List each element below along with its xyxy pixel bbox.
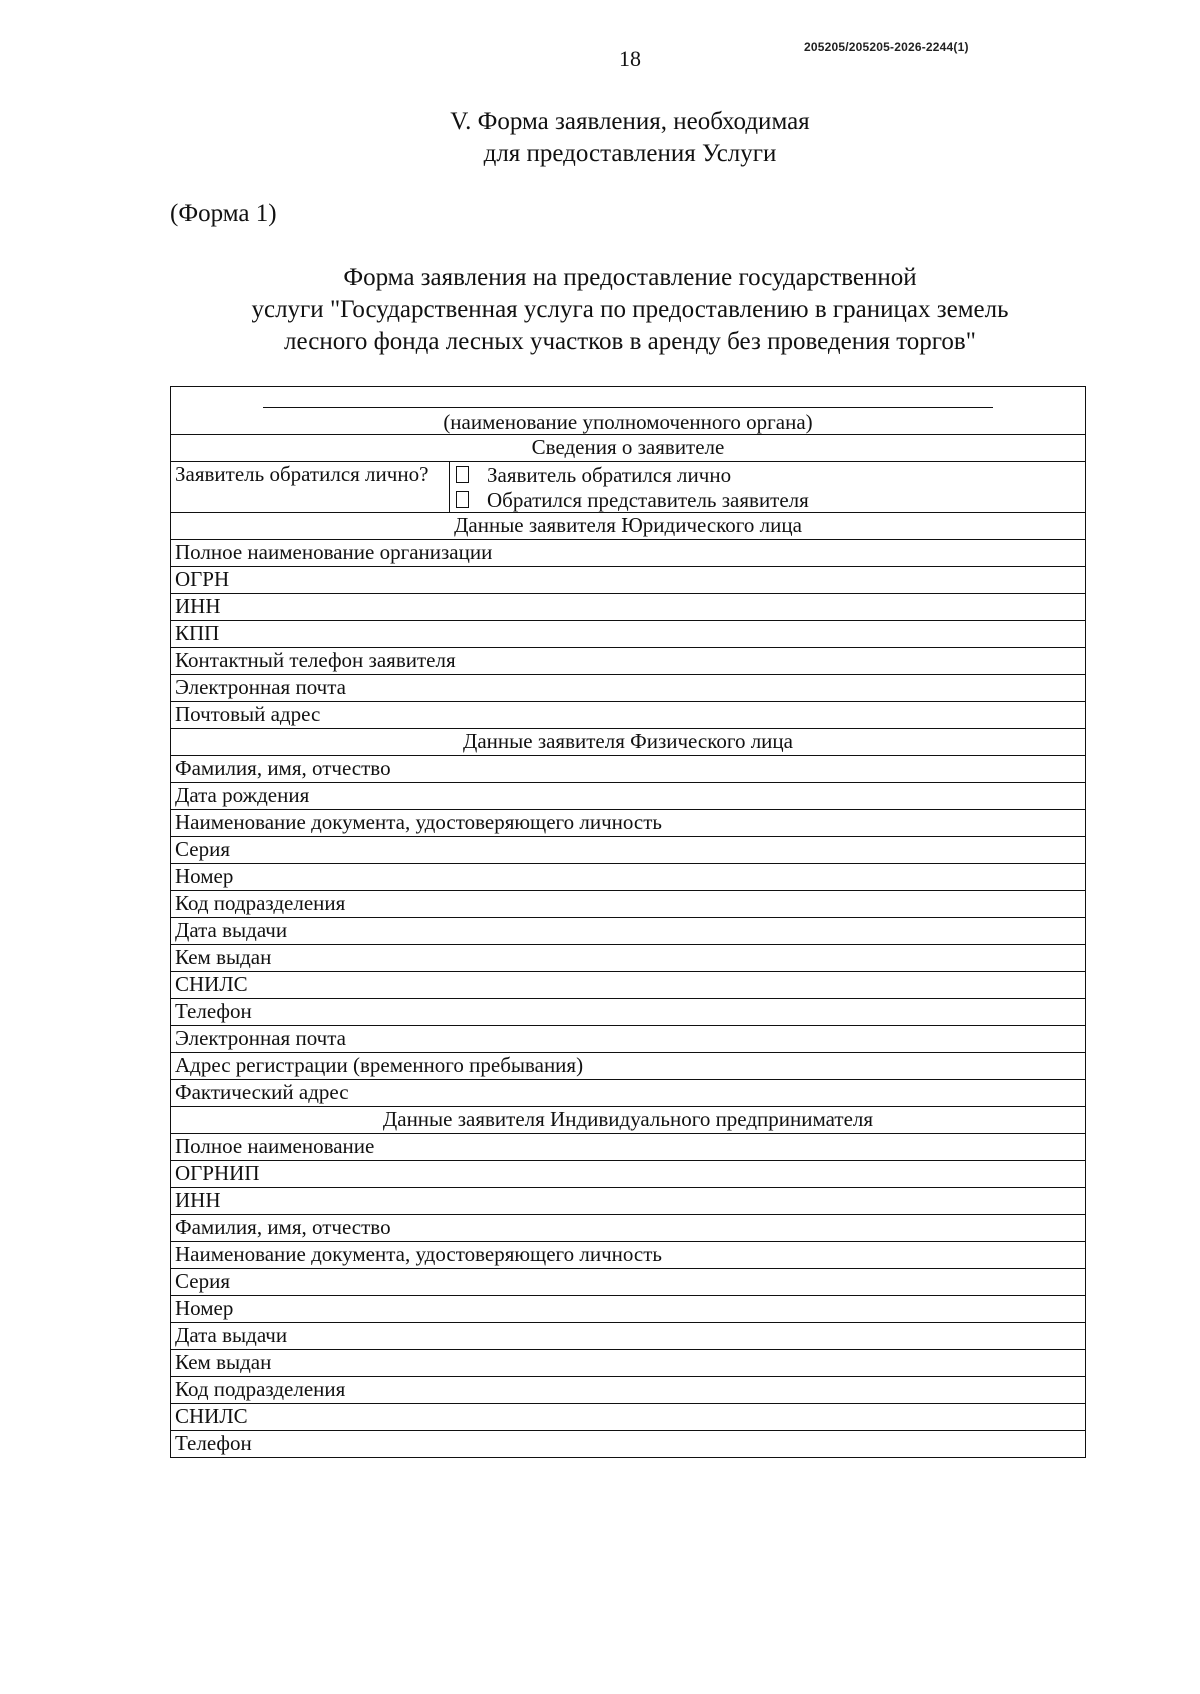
form-field-cell[interactable]: Дата выдачи [171,918,1086,945]
form-field-cell[interactable]: Контактный телефон заявителя [171,648,1086,675]
document-id: 205205/205205-2026-2244(1) [804,40,969,54]
table-row [171,1269,1086,1296]
form-field-cell[interactable]: Наименование документа, удостоверяющего личность [171,1242,1086,1269]
form-field-cell[interactable]: Номер [171,864,1086,891]
form-field-cell[interactable]: Телефон [171,999,1086,1026]
table-row [171,756,1086,783]
form-field-cell[interactable]: ОГРНИП [171,1161,1086,1188]
section-title [0,106,1200,170]
form-number: (Форма 1) [170,200,277,227]
table-row [171,1242,1086,1269]
table-row [171,1215,1086,1242]
table-row [171,1134,1086,1161]
form-field-cell[interactable]: Серия [171,1269,1086,1296]
checkbox-icon[interactable] [456,466,469,483]
table-row [171,1080,1086,1107]
table-row [171,810,1086,837]
authority-name-line [263,407,993,408]
form-title-line: услуги "Государственная услуга по предоставлению в границах земель [251,296,1009,323]
table-row [171,675,1086,702]
table-row [171,1377,1086,1404]
form-field-cell[interactable]: Наименование документа, удостоверяющего личность [171,810,1086,837]
option-in-person-label: Заявитель обратился лично [487,462,732,487]
personal-visit-question: Заявитель обратился лично? [171,462,450,513]
form-field-cell[interactable]: Полное наименование организации [171,540,1086,567]
personal-visit-options [450,462,1086,513]
form-field-cell[interactable]: ИНН [171,1188,1086,1215]
legal-entity-section-header: Данные заявителя Юридического лица [171,513,1086,540]
entrepreneur-header-row [171,1107,1086,1134]
table-row [171,891,1086,918]
form-field-cell[interactable]: Электронная почта [171,1026,1086,1053]
individual-section-header: Данные заявителя Физического лица [171,729,1086,756]
table-row [171,1350,1086,1377]
table-row [171,1323,1086,1350]
form-field-cell[interactable]: Электронная почта [171,675,1086,702]
form-field-cell[interactable]: Фамилия, имя, отчество [171,1215,1086,1242]
individual-header-row [171,729,1086,756]
table-row [171,972,1086,999]
table-row [171,594,1086,621]
table-row [171,1053,1086,1080]
application-form-table [170,386,1086,1458]
form-title-line: Форма заявления на предоставление государственной [343,264,917,291]
form-field-cell[interactable]: ИНН [171,594,1086,621]
table-row [171,567,1086,594]
table-row [171,837,1086,864]
legal-entity-header-row [171,513,1086,540]
personal-visit-row [171,462,1086,513]
section-title-line: для предоставления Услуги [483,140,777,167]
table-row [171,1404,1086,1431]
form-field-cell[interactable]: Фамилия, имя, отчество [171,756,1086,783]
form-field-cell[interactable]: Дата выдачи [171,1323,1086,1350]
checkbox-icon[interactable] [456,491,469,508]
form-field-cell[interactable]: СНИЛС [171,972,1086,999]
form-field-cell[interactable]: ОГРН [171,567,1086,594]
form-title [0,262,1200,358]
authority-cell[interactable] [171,387,1086,435]
form-field-cell[interactable]: Почтовый адрес [171,702,1086,729]
form-field-cell[interactable]: СНИЛС [171,1404,1086,1431]
applicant-info-header: Сведения о заявителе [171,435,1086,462]
authority-caption: (наименование уполномоченного органа) [443,410,813,434]
table-row [171,999,1086,1026]
page-number: 18 [619,46,641,71]
option-in-person[interactable] [454,462,1081,487]
table-row [171,1431,1086,1458]
table-row [171,918,1086,945]
table-row [171,1188,1086,1215]
option-representative-label: Обратился представитель заявителя [487,487,809,512]
form-field-cell[interactable]: КПП [171,621,1086,648]
option-representative[interactable] [454,487,1081,512]
table-row [171,648,1086,675]
form-title-line: лесного фонда лесных участков в аренду без проведения торгов" [284,328,976,355]
form-field-cell[interactable]: Код подразделения [171,1377,1086,1404]
table-row [171,702,1086,729]
form-field-cell[interactable]: Адрес регистрации (временного пребывания) [171,1053,1086,1080]
table-row [171,864,1086,891]
form-field-cell[interactable]: Полное наименование [171,1134,1086,1161]
applicant-info-header-row [171,435,1086,462]
form-field-cell[interactable]: Серия [171,837,1086,864]
form-field-cell[interactable]: Телефон [171,1431,1086,1458]
table-row [171,945,1086,972]
form-field-cell[interactable]: Кем выдан [171,945,1086,972]
section-title-line: V. Форма заявления, необходимая [450,108,810,135]
form-field-cell[interactable]: Дата рождения [171,783,1086,810]
table-row [171,783,1086,810]
form-field-cell[interactable]: Фактический адрес [171,1080,1086,1107]
authority-row [171,387,1086,435]
form-field-cell[interactable]: Номер [171,1296,1086,1323]
form-field-cell[interactable]: Код подразделения [171,891,1086,918]
table-row [171,540,1086,567]
table-row [171,1161,1086,1188]
table-row [171,621,1086,648]
table-row [171,1026,1086,1053]
entrepreneur-section-header: Данные заявителя Индивидуального предпринимателя [171,1107,1086,1134]
table-row [171,1296,1086,1323]
form-field-cell[interactable]: Кем выдан [171,1350,1086,1377]
